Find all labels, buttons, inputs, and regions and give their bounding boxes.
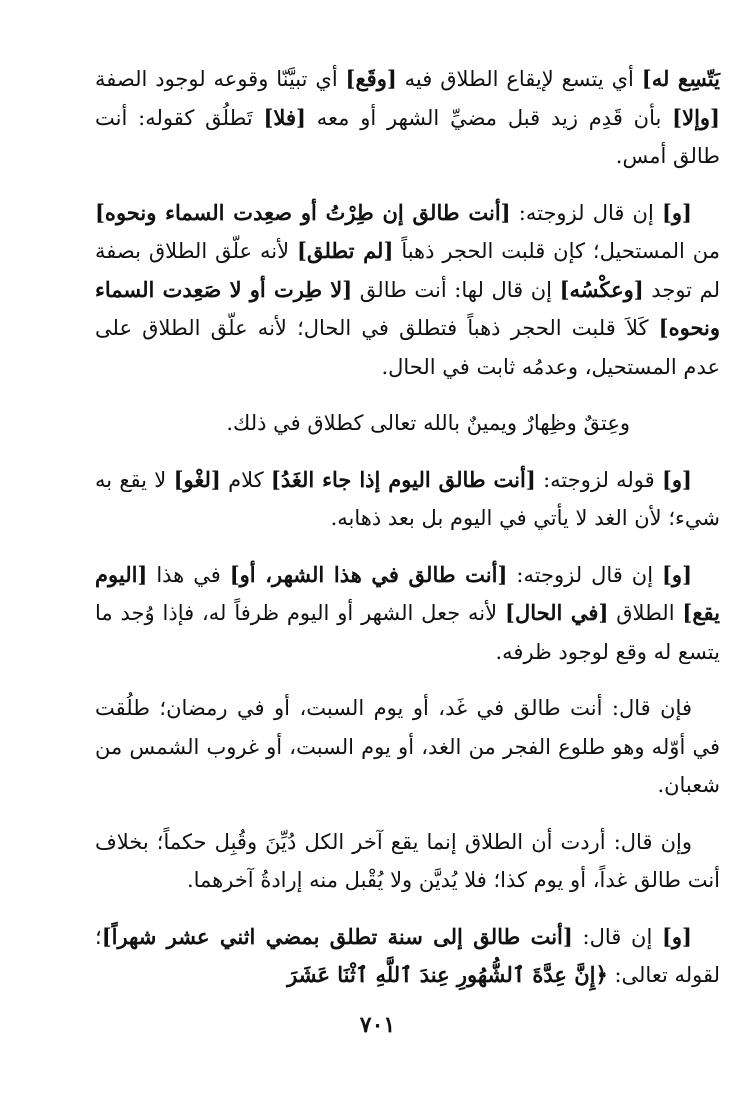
text-span: إن قال:: [572, 924, 662, 949]
text-span: من المستحيل؛ كإن قلبت الحجر ذهباً: [393, 239, 720, 263]
bold-span: [أنت طالق إلى سنة تطلق بمضي اثني عشر شهراً]: [101, 923, 573, 949]
bold-span: [وعكْسُه]: [559, 276, 644, 302]
text-span: تَطلُق كقوله: أنت طالق أمس.: [95, 105, 720, 168]
text-span: لأنه علّق الطلاق بصفة لم توجد: [95, 239, 720, 302]
bold-span: [أنت طالق اليوم إذا جاء الغَدُ]: [270, 466, 536, 492]
text-span: فإن قال: أنت طالق في غَد، أو يوم السبت، أو في رمضان؛ طلُقت في أوّله وهو طلوع الفجر من الغد، أو يوم السبت، أو غروب الشمس من شعبان.: [95, 696, 720, 797]
bold-span: [و]: [661, 199, 692, 225]
bold-span: [أنت طالق في هذا الشهر، أو]: [229, 561, 508, 587]
paragraph-text: [95, 823, 720, 900]
bold-span: [لغْو]: [173, 466, 221, 492]
text-span: أي يتسع لإيقاع الطلاق فيه: [396, 67, 642, 91]
bold-span: [فلا]: [263, 104, 306, 130]
paragraph-4: [95, 461, 720, 538]
paragraph-text: [95, 461, 720, 538]
paragraph-7: [95, 823, 720, 900]
paragraph-8: [95, 918, 720, 995]
paragraph-text: [95, 689, 720, 805]
text-span: قوله لزوجته:: [535, 467, 662, 492]
text-span: إن قال لها: أنت طالق: [352, 277, 560, 302]
text-span: ؛ لقوله تعالى:: [95, 924, 720, 987]
text-span: بأن قَدِم زيد قبل مضيِّ الشهر أو معه: [305, 105, 673, 130]
paragraph-text: [95, 918, 720, 995]
paragraph-3: [95, 404, 720, 443]
bold-span: [و]: [662, 561, 693, 587]
text-span: أي تبيَّنّا وقوعه لوجود الصفة: [95, 67, 346, 91]
paragraph-6: [95, 689, 720, 805]
paragraph-text: [95, 404, 720, 443]
bold-span: [وإلا]: [672, 104, 720, 130]
paragraph-text: [95, 556, 720, 672]
bold-span: [لم تطلق]: [297, 238, 394, 263]
text-span: في هذا: [147, 562, 230, 587]
bold-span: [لا طِرت أو لا صَعِدت السماء ونحوه]: [95, 276, 720, 340]
paragraph-2: [95, 194, 720, 387]
bold-span: [أنت طالق إن طِرْتُ أو صعِدت السماء ونحوه]: [95, 199, 511, 225]
text-span: كَلاَ قلبت الحجر ذهباً فتطلق في الحال؛ لأنه علّق الطلاق على عدم المستحيل، وعدمُه ثابت في الحال.: [95, 316, 720, 379]
paragraph-5: [95, 556, 720, 672]
bold-span: [و]: [661, 923, 692, 949]
bold-span: [وقَع]: [345, 66, 397, 91]
text-span: لا يقع به شيء؛ لأن الغد لا يأتي في اليوم بل بعد ذهابه.: [95, 467, 720, 530]
paragraph-text: [95, 194, 720, 387]
text-span: إن قال لزوجته:: [507, 562, 662, 587]
page-body: [95, 60, 720, 1013]
quran-quote: ﴿إِنَّ عِدَّةَ ٱلشُّهُورِ عِندَ ٱللَّهِ ٱثْنَا عَشَرَ: [287, 962, 608, 987]
text-span: الطلاق: [608, 601, 683, 625]
paragraph-1: [95, 60, 720, 176]
bold-span: يَتّسِع له]: [641, 66, 720, 91]
page-number: ٧٠١: [359, 1012, 396, 1038]
text-span: وعِتقٌ وظِهارٌ ويمينٌ بالله تعالى كطلاق في ذلك.: [226, 411, 630, 435]
bold-span: [و]: [661, 466, 692, 492]
paragraph-text: [95, 60, 720, 176]
bold-span: [في الحال]: [505, 600, 609, 625]
text-span: إن قال لزوجته:: [510, 200, 662, 225]
text-span: لأنه جعل الشهر أو اليوم ظرفاً له، فإذا وُجد ما يتسع له وقع لوجود ظرفه.: [95, 601, 720, 664]
text-span: وإن قال: أردت أن الطلاق إنما يقع آخر الكل دُيِّنَ وقُبِل حكماً؛ بخلاف أنت طالق غداً، أو يوم كذا؛ فلا يُديَّن ولا يُقْبل منه إرادةُ آخرهما.: [95, 829, 720, 892]
text-span: كلام: [220, 467, 271, 492]
bold-span: [اليوم يقع]: [95, 561, 721, 625]
